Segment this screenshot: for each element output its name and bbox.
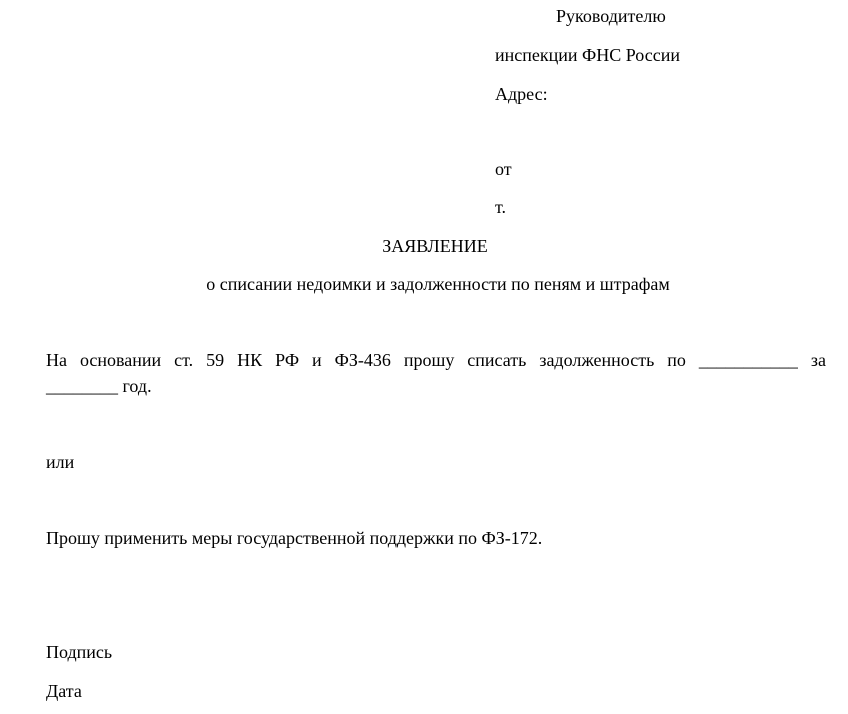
signature-label: Подпись: [46, 642, 113, 662]
body-word: по: [667, 350, 686, 370]
body-word: НК: [237, 350, 263, 370]
addressee-from-label: от: [495, 159, 512, 179]
body-paragraph-line2: ________ год.: [46, 376, 152, 396]
body-word: списать: [467, 350, 527, 370]
body-word: основании: [79, 350, 162, 370]
addressee-inspection: инспекции ФНС России: [495, 45, 681, 65]
body-word: за: [810, 350, 826, 370]
body-word: и: [312, 350, 322, 370]
body-word: задолженность: [539, 350, 655, 370]
blank-field: ___________: [698, 350, 798, 370]
body-word: 59: [206, 350, 225, 370]
body-word: ст.: [174, 350, 194, 370]
body-word: прошу: [403, 350, 455, 370]
addressee-address-label: Адрес:: [495, 84, 548, 104]
support-request: Прошу применить меры государственной поддержки по ФЗ-172.: [46, 528, 543, 548]
body-word: РФ: [275, 350, 300, 370]
date-label: Дата: [46, 681, 82, 701]
or-separator: или: [46, 452, 75, 472]
document-subtitle: о списании недоимки и задолженности по пеням и штрафам: [206, 274, 670, 294]
body-word: На: [46, 350, 67, 370]
addressee-phone-label: т.: [495, 197, 507, 217]
body-word: ФЗ-436: [334, 350, 391, 370]
document-title: ЗАЯВЛЕНИЕ: [382, 236, 488, 256]
addressee-title: Руководителю: [556, 6, 666, 26]
body-paragraph-line1: [46, 349, 826, 371]
